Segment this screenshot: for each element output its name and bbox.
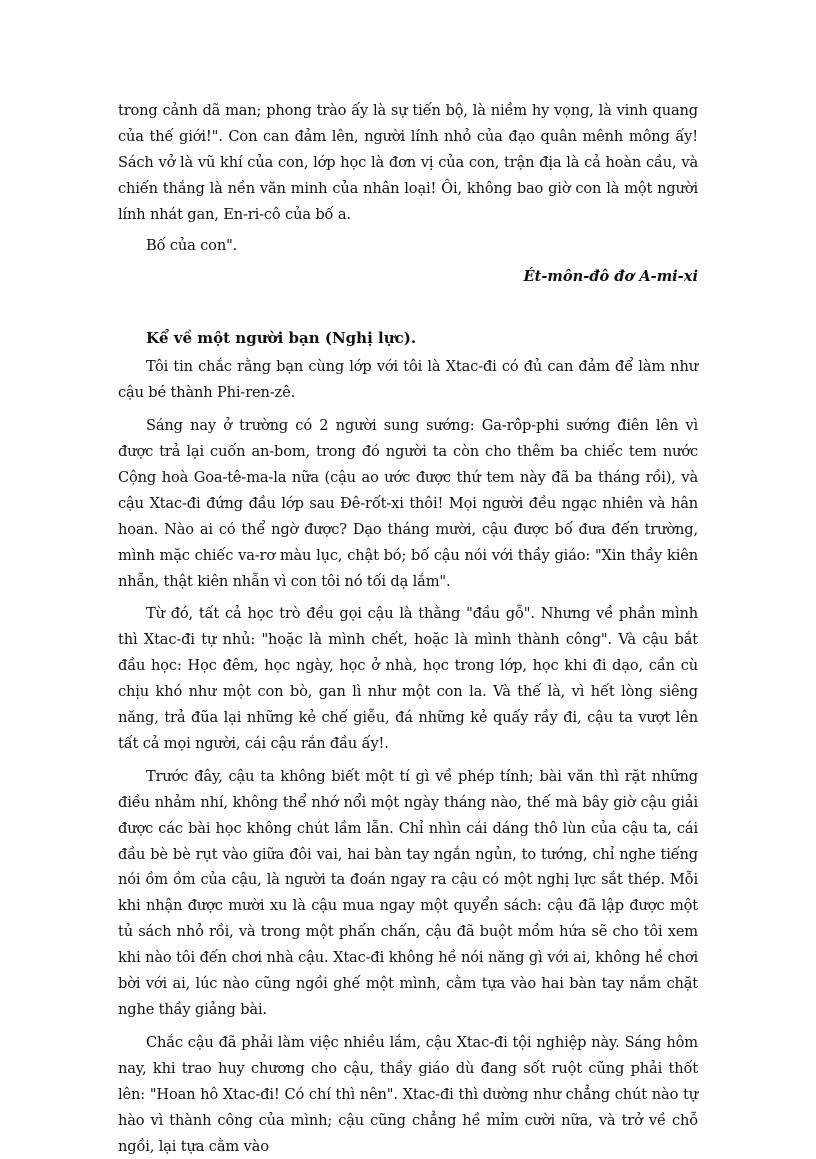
story-paragraph-3: Từ đó, tất cả học trò đều gọi cậu là thằng "đầu gỗ". Nhưng về phần mình thì Xtac-đi tự nhủ: "hoặc là mình chết, hoặc là mình thành công". Và cậu bắt đầu học: Học đêm, học ngày, học ở nhà, học trong lớp, học khi đi dạo, cần cù chịu khó như một con bò, gan lì như một con la. Và thế là, vì hết lòng siêng năng, trả đũa lại những kẻ chế giễu, đá những kẻ quấy rầy đi, cậu ta vượt lên tất cả mọi người, cái cậu rắn đầu ấy!. bbox=[118, 605, 698, 752]
letter-paragraph-end: trong cảnh dã man; phong trào ấy là sự tiến bộ, là niềm hy vọng, là vinh quang của thế giới!". Con can đảm lên, người lính nhỏ của đạo quân mênh mông ấy! Sách vở là vũ khí của con, lớp học là đơn vị của con, trận địa là cả hoàn cầu, và chiến thắng là nền văn minh của nhân loại! Ôi, không bao giờ con là một người lính nhát gan, En-ri-cô của bố a. bbox=[118, 102, 698, 223]
document-page bbox=[118, 98, 698, 1159]
story-paragraph-2: Sáng nay ở trường có 2 người sung sướng: Ga-rôp-phi sướng điên lên vì được trả lại cuốn an-bom, trong đó người ta còn cho thêm ba chiếc tem nước Cộng hoà Goa-tê-ma-la nữa (cậu ao ước được thứ tem này đã ba tháng rồi), và cậu Xtac-đi đứng đầu lớp sau Đê-rốt-xi thôi! Mọi người đều ngạc nhiên và hân hoan. Nào ai có thể ngờ được? Dạo tháng mười, cậu được bố đưa đến trường, mình mặc chiếc va-rơ màu lục, chật bó; bố cậu nói với thầy giáo: "Xin thầy kiên nhẫn, thật kiên nhẫn vì con tôi nó tối dạ lắm". bbox=[118, 417, 698, 590]
story-paragraph-4: Trước đây, cậu ta không biết một tí gì về phép tính; bài văn thì rặt những điều nhảm nhí, không thể nhớ nổi một ngày tháng nào, thế mà bây giờ cậu giải được các bài học không chút lầm lẫn. Chỉ nhìn cái dáng thô lùn của cậu ta, cái đầu bè bè rụt vào giữa đôi vai, hai bàn tay ngắn ngủn, to tướng, chỉ nghe tiếng nói ồm ồm của cậu, là người ta đoán ngay ra cậu có một nghị lực sắt thép. Mỗi khi nhận được mười xu là cậu mua ngay một quyển sách: cậu đã lập được một tủ sách nhỏ rồi, và trong một phấn chấn, cậu đã buột mồm hứa sẽ cho tôi xem khi nào tôi đến chơi nhà cậu. Xtac-đi không hề nói năng gì với ai, không hề chơi bời với ai, lúc nào cũng ngồi ghế một mình, cằm tựa vào hai bàn tay nắm chặt nghe thầy giảng bài. bbox=[118, 767, 698, 1018]
letter-closing: Bố của con". bbox=[146, 236, 238, 254]
story-paragraph-1: Tôi tin chắc rằng bạn cùng lớp với tôi là Xtac-đi có đủ can đảm để làm như cậu bé thành Phi-ren-zê. bbox=[118, 358, 698, 402]
story-title: Kể về một người bạn (Nghị lực). bbox=[146, 329, 417, 348]
letter-signature: Ét-môn-đô đơ A-mi-xi bbox=[523, 268, 698, 286]
story-paragraph-5: Chắc cậu đã phải làm việc nhiều lắm, cậu Xtac-đi tội nghiệp này. Sáng hôm nay, khi trao huy chương cho cậu, thầy giáo dù đang sốt ruột cũng phải thốt lên: "Hoan hô Xtac-đi! Có chí thì nên". Xtac-đi thì dường như chẳng chút nào tự hào vì thành công của mình; cậu cũng chẳng hề mỉm cười nữa, và trở về chỗ ngồi, lại tựa cằm vào bbox=[118, 1033, 698, 1155]
